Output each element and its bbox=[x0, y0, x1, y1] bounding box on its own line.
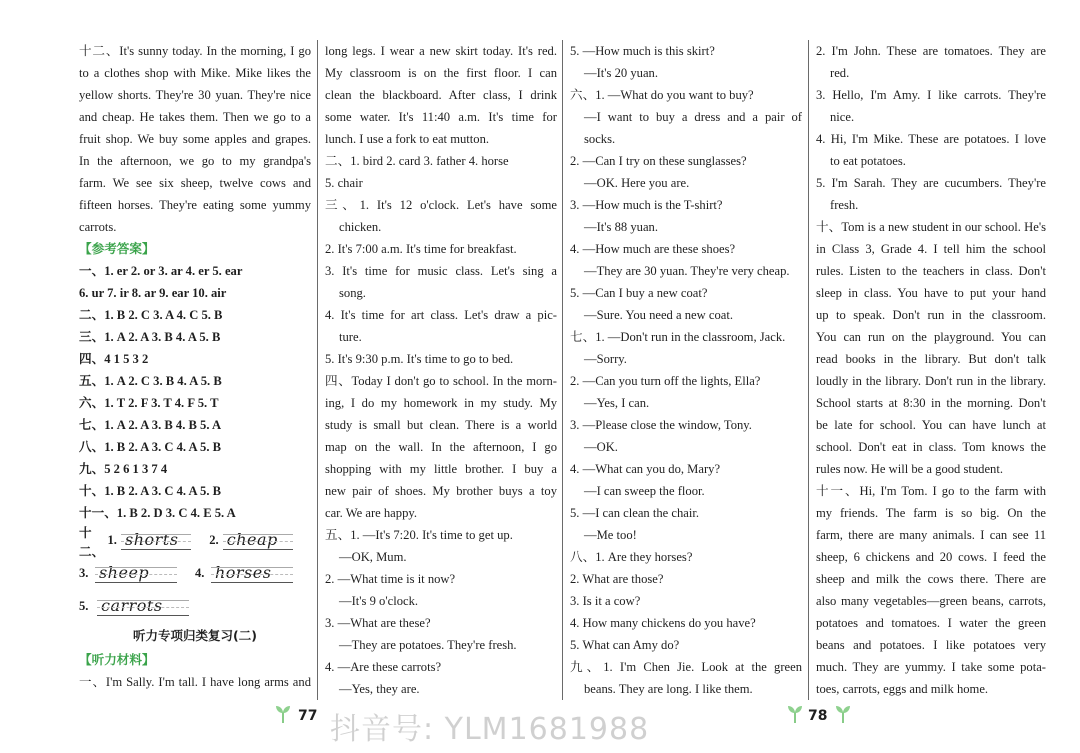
text-line: farm. We see six sheep, twelve cows and bbox=[79, 176, 311, 190]
text-line: 2. —Can you turn off the lights, Ella? bbox=[570, 374, 761, 388]
text-line: fresh. bbox=[830, 198, 859, 212]
text-line: 三、1. It's 12 o'clock. Let's have some bbox=[325, 198, 557, 212]
text-line: 4. It's time for art class. Let's draw a pic- bbox=[325, 308, 557, 322]
text-line: —They are 30 yuan. They're very cheap. bbox=[584, 264, 790, 278]
sprout-icon bbox=[834, 704, 852, 724]
text-line: 3. —Please close the window, Tony. bbox=[570, 418, 752, 432]
text-line: socks. bbox=[584, 132, 616, 146]
handwriting-row bbox=[79, 590, 311, 623]
text-line: also many vegetables—green beans, carrots, bbox=[816, 594, 1046, 608]
text-line: and cheap. He takes them. Then we go to a bbox=[79, 110, 311, 124]
column-4 bbox=[816, 40, 1046, 700]
text-line: 二、1. bird 2. card 3. father 4. horse bbox=[325, 154, 509, 168]
text-line: 3. Is it a cow? bbox=[570, 594, 641, 608]
text-line: study is small but clean. There is a world bbox=[325, 418, 557, 432]
text-line: 5. I'm Sarah. They are cucumbers. They're bbox=[816, 176, 1046, 190]
text-line: 五、1. —It's 7:20. It's time to get up. bbox=[325, 528, 513, 542]
text-line: rules now. He will be a good student. bbox=[816, 462, 1004, 476]
text-line: car. We are happy. bbox=[325, 506, 417, 520]
text-line: red. bbox=[830, 66, 850, 80]
text-line: My classroom is on the first floor. I can bbox=[325, 66, 557, 80]
text-line: ing, I do my homework in my study. My bbox=[325, 396, 557, 410]
text-line: 六、1. —What do you want to buy? bbox=[570, 88, 754, 102]
text-line: —I want to buy a dress and a pair of bbox=[584, 110, 802, 124]
text-line: sleep in class. You have to put your hand bbox=[816, 286, 1046, 300]
text-line: 十一、Hi, I'm Tom. I go to the farm with bbox=[816, 484, 1046, 498]
text-line: —Yes, I can. bbox=[584, 396, 650, 410]
text-line: 2. —Can I try on these sunglasses? bbox=[570, 154, 747, 168]
column-1 bbox=[79, 40, 311, 693]
item-number: 1. bbox=[107, 533, 117, 547]
text-line: farm, there are many animals. I can see 11 bbox=[816, 528, 1046, 542]
answer-line: 六、1. T 2. F 3. T 4. F 5. T bbox=[79, 396, 219, 410]
text-line: clean the blackboard. After class, I drink bbox=[325, 88, 557, 102]
text-line: 5. —How much is this skirt? bbox=[570, 44, 715, 58]
text-line: 十二、It's sunny today. In the morning, I go bbox=[79, 44, 311, 58]
page-number-left: 77 bbox=[298, 708, 318, 724]
answer-line: 二、1. B 2. C 3. A 4. C 5. B bbox=[79, 308, 223, 322]
text-line: in Class 3, Grade 4. I tell him the school bbox=[816, 242, 1046, 256]
watermark: 抖音号: YLM1681988 bbox=[330, 712, 650, 747]
text-line: In the afternoon, we go to my grandpa's bbox=[79, 154, 311, 168]
text-line: —Sorry. bbox=[584, 352, 627, 366]
text-line: —OK. Here you are. bbox=[584, 176, 690, 190]
text-line: 2. I'm John. These are tomatoes. They are bbox=[816, 44, 1046, 58]
text-line: long legs. I wear a new skirt today. It's red. bbox=[325, 44, 557, 58]
text-line: to a clothes shop with Mike. Mike likes the bbox=[79, 66, 311, 80]
text-line: shopping with my little brother. I buy a bbox=[325, 462, 557, 476]
text-line: 九、1. I'm Chen Jie. Look at the green bbox=[570, 660, 802, 674]
text-line: be late for school. You can have lunch at bbox=[816, 418, 1046, 432]
item-number: 5. bbox=[79, 599, 89, 613]
text-line: 3. It's time for music class. Let's sing a bbox=[325, 264, 557, 278]
text-line: 2. —What time is it now? bbox=[325, 572, 456, 586]
text-line: 3. —How much is the T-shirt? bbox=[570, 198, 723, 212]
question-number: 十二、 bbox=[79, 525, 105, 559]
text-line: toes, carrots, eggs and milk home. bbox=[816, 682, 989, 696]
text-line: fifteen horses. They're eating some yummy bbox=[79, 198, 311, 212]
text-line: 4. —Are these carrots? bbox=[325, 660, 442, 674]
answer-line: 6. ur 7. ir 8. ar 9. ear 10. air bbox=[79, 286, 227, 300]
answer-line: 三、1. A 2. A 3. B 4. A 5. B bbox=[79, 330, 221, 344]
text-line: 4. Hi, I'm Mike. These are potatoes. I love bbox=[816, 132, 1046, 146]
text-line: beans and potatoes. I like potatoes very bbox=[816, 638, 1046, 652]
text-line: 5. —I can clean the chair. bbox=[570, 506, 700, 520]
text-line: You can run on the playground. You can bbox=[816, 330, 1046, 344]
column-2 bbox=[325, 40, 557, 700]
text-line: 4. —How much are these shoes? bbox=[570, 242, 736, 256]
column-divider bbox=[562, 40, 563, 700]
text-line: potatoes and tomatoes. I water the green bbox=[816, 616, 1046, 630]
text-line: to eat potatoes. bbox=[830, 154, 906, 168]
text-line: —It's 88 yuan. bbox=[584, 220, 658, 234]
text-line: up to speak. Don't run in the classroom. bbox=[816, 308, 1046, 322]
text-line: 5. —Can I buy a new coat? bbox=[570, 286, 708, 300]
text-line: school. Don't eat in class. Tom knows the bbox=[816, 440, 1046, 454]
text-line: 四、Today I don't go to school. In the morn- bbox=[325, 374, 557, 388]
text-line: —They are potatoes. They're fresh. bbox=[339, 638, 517, 652]
text-line: song. bbox=[339, 286, 366, 300]
sprout-icon bbox=[786, 704, 804, 724]
text-line: 5. chair bbox=[325, 176, 363, 190]
handwritten-answer: shorts bbox=[121, 531, 191, 550]
column-divider bbox=[317, 40, 318, 700]
text-line: 5. It's 9:30 p.m. It's time to go to bed. bbox=[325, 352, 514, 366]
sprout-icon bbox=[274, 704, 292, 724]
text-line: yellow shorts. They're 30 yuan. They're nice bbox=[79, 88, 311, 102]
answer-line: 九、5 2 6 1 3 7 4 bbox=[79, 462, 168, 476]
text-line: —It's 20 yuan. bbox=[584, 66, 658, 80]
text-line: 八、1. Are they horses? bbox=[570, 550, 693, 564]
text-line: School starts at 8:30 in the morning. Don't bbox=[816, 396, 1046, 410]
text-line: —Me too! bbox=[584, 528, 637, 542]
text-line: sheep and milk the cows there. There are bbox=[816, 572, 1046, 586]
handwriting-row bbox=[79, 557, 311, 590]
page-footer bbox=[0, 700, 1080, 747]
text-line: chicken. bbox=[339, 220, 382, 234]
text-line: carrots. bbox=[79, 220, 117, 234]
text-line: 4. —What can you do, Mary? bbox=[570, 462, 721, 476]
answer-line: 十一、1. B 2. D 3. C 4. E 5. A bbox=[79, 506, 236, 520]
answer-key-heading: 【参考答案】 bbox=[79, 242, 155, 256]
text-line: ture. bbox=[339, 330, 362, 344]
text-line: 2. It's 7:00 a.m. It's time for breakfast. bbox=[325, 242, 517, 256]
answer-line: 一、1. er 2. or 3. ar 4. er 5. ear bbox=[79, 264, 243, 278]
handwritten-answer: sheep bbox=[95, 564, 177, 583]
item-number: 3. bbox=[79, 566, 89, 580]
text-line: map on the wall. In the afternoon, I go bbox=[325, 440, 557, 454]
text-line: some water. It's 11:40 a.m. It's time for bbox=[325, 110, 557, 124]
text-line: 十、Tom is a new student in our school. He's bbox=[816, 220, 1046, 234]
item-number: 2. bbox=[209, 533, 219, 547]
text-line: read books in the library. But don't talk bbox=[816, 352, 1046, 366]
text-line: new pair of shoes. My brother buys a toy bbox=[325, 484, 557, 498]
text-line: my friends. The farm is so big. On the bbox=[816, 506, 1046, 520]
text-line: —OK, Mum. bbox=[339, 550, 407, 564]
answer-line: 五、1. A 2. C 3. B 4. A 5. B bbox=[79, 374, 222, 388]
text-line: much. They are yummy. I take some pota- bbox=[816, 660, 1046, 674]
answer-line: 八、1. B 2. A 3. C 4. A 5. B bbox=[79, 440, 222, 454]
text-line: —Yes, they are. bbox=[339, 682, 420, 696]
text-line: 3. —What are these? bbox=[325, 616, 431, 630]
answer-line: 四、4 1 5 3 2 bbox=[79, 352, 149, 366]
column-3 bbox=[570, 40, 802, 700]
text-line: sheep, 6 chickens and 20 cows. I feed the bbox=[816, 550, 1046, 564]
answer-line: 十、1. B 2. A 3. C 4. A 5. B bbox=[79, 484, 222, 498]
text-line: fruit shop. We buy some apples and grapes. bbox=[79, 132, 311, 146]
text-line: —Sure. You need a new coat. bbox=[584, 308, 733, 322]
text-line: lunch. I use a fork to eat mutton. bbox=[325, 132, 490, 146]
text-line: —I can sweep the floor. bbox=[584, 484, 705, 498]
text-line: rules. Listen to the teachers in class. Don't bbox=[816, 264, 1046, 278]
text-line: 2. What are those? bbox=[570, 572, 664, 586]
text-line: —It's 9 o'clock. bbox=[339, 594, 419, 608]
handwritten-answer: carrots bbox=[97, 597, 189, 616]
text-line: —OK. bbox=[584, 440, 618, 454]
text-line: 4. How many chickens do you have? bbox=[570, 616, 756, 630]
page-number-right: 78 bbox=[808, 708, 828, 724]
text-line: loudly in the library. Don't run in the library. bbox=[816, 374, 1046, 388]
answer-line: 七、1. A 2. A 3. B 4. B 5. A bbox=[79, 418, 222, 432]
text-line: 一、I'm Sally. I'm tall. I have long arms and bbox=[79, 675, 311, 689]
text-line: nice. bbox=[830, 110, 855, 124]
column-divider bbox=[808, 40, 809, 700]
item-number: 4. bbox=[195, 566, 205, 580]
text-line: 七、1. —Don't run in the classroom, Jack. bbox=[570, 330, 786, 344]
text-line: beans. They are long. I like them. bbox=[584, 682, 753, 696]
section-title: 听力专项归类复习(二) bbox=[133, 628, 257, 643]
text-line: 3. Hello, I'm Amy. I like carrots. They're bbox=[816, 88, 1046, 102]
handwriting-row bbox=[79, 524, 311, 557]
handwritten-answer: cheap bbox=[223, 531, 293, 550]
text-line: 5. What can Amy do? bbox=[570, 638, 680, 652]
handwritten-answer: horses bbox=[211, 564, 293, 583]
material-heading: 【听力材料】 bbox=[79, 653, 155, 667]
